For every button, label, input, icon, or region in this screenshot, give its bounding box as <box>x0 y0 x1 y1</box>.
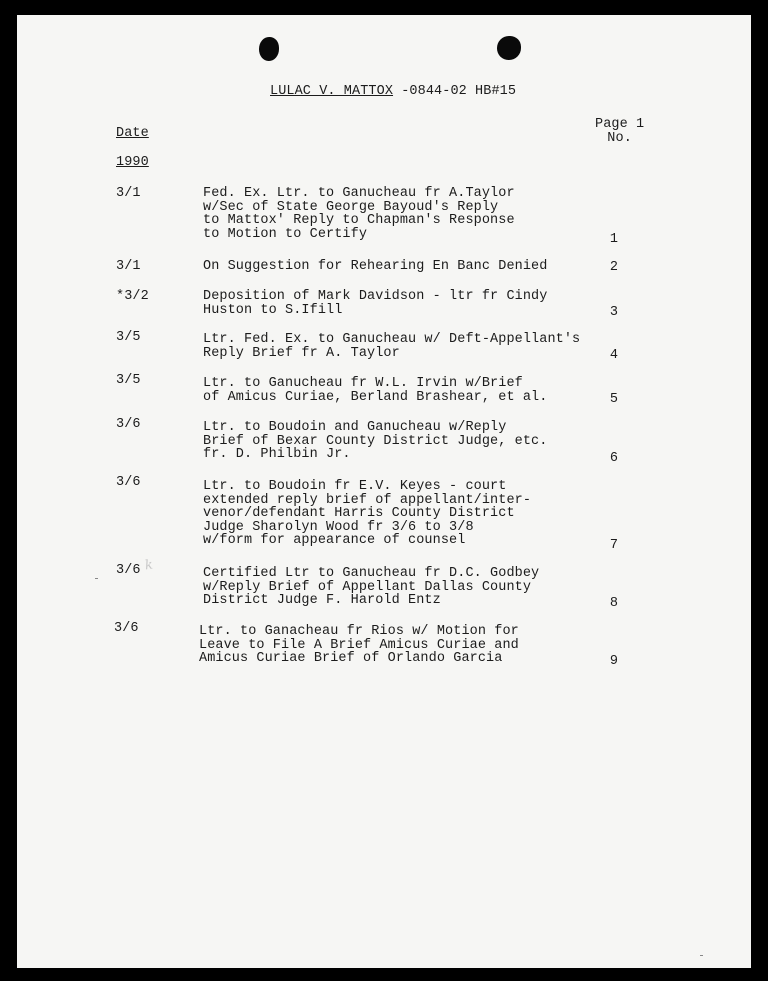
entry-date: 3/6 <box>116 475 141 490</box>
entry-date: 3/6 <box>114 621 139 636</box>
entry-description: Deposition of Mark Davidson - ltr fr Cindy Huston to S.Ifill <box>203 289 548 318</box>
entry-page-number: 4 <box>609 348 619 363</box>
punch-hole <box>497 36 521 60</box>
entry-description: On Suggestion for Rehearing En Banc Denied <box>203 259 548 274</box>
speck <box>700 955 703 956</box>
entry-page-number: 3 <box>609 305 619 320</box>
entry-date: 3/1 <box>116 259 141 274</box>
handwritten-mark: k <box>143 557 154 574</box>
entry-date: *3/2 <box>116 289 149 304</box>
date-column-header: Date <box>116 126 149 141</box>
entry-page-number: 6 <box>609 451 619 466</box>
entry-date: 3/5 <box>116 373 141 388</box>
entry-page-number: 9 <box>609 654 619 669</box>
year-heading: 1990 <box>116 155 149 170</box>
entry-description: Ltr. to Ganucheau fr W.L. Irvin w/Brief of Amicus Curiae, Berland Brashear, et al. <box>203 376 548 405</box>
entry-date: 3/6 <box>116 417 141 432</box>
punch-hole <box>259 37 279 61</box>
entry-date: 3/6 <box>116 563 141 578</box>
document-page <box>17 15 751 968</box>
entry-page-number: 2 <box>609 260 619 275</box>
entry-description: Ltr. Fed. Ex. to Ganucheau w/ Deft-Appellant's Reply Brief fr A. Taylor <box>203 332 581 361</box>
entry-page-number: 7 <box>609 538 619 553</box>
entry-description: Fed. Ex. Ltr. to Ganucheau fr A.Taylor w/Sec of State George Bayoud's Reply to Mattox' Reply to Chapman's Response to Motion to Certify <box>203 186 515 242</box>
entry-date: 3/5 <box>116 330 141 345</box>
entry-description: Ltr. to Boudoin fr E.V. Keyes - court extended reply brief of appellant/inter- venor/defendant Harris County District Judge Sharolyn Wood fr 3/6 to 3/8 w/form for appearance of counsel <box>203 479 532 549</box>
document-title <box>270 85 516 99</box>
page-column-header: Page 1 No. <box>595 117 645 146</box>
entry-description: Ltr. to Boudoin and Ganucheau w/Reply Brief of Bexar County District Judge, etc. fr. D. Philbin Jr. <box>203 420 548 463</box>
entry-page-number: 8 <box>609 596 619 611</box>
speck <box>95 578 98 579</box>
entry-page-number: 5 <box>609 392 619 407</box>
entry-page-number: 1 <box>609 232 619 247</box>
entry-description: Ltr. to Ganacheau fr Rios w/ Motion for Leave to File A Brief Amicus Curiae and Amicus Curiae Brief of Orlando Garcia <box>199 624 519 667</box>
entry-description: Certified Ltr to Ganucheau fr D.C. Godbey w/Reply Brief of Appellant Dallas County District Judge F. Harold Entz <box>203 566 540 609</box>
entry-date: 3/1 <box>116 186 141 201</box>
case-name: LULAC V. MATTOX <box>270 84 394 99</box>
case-number: -0844-02 HB#15 <box>393 84 517 99</box>
